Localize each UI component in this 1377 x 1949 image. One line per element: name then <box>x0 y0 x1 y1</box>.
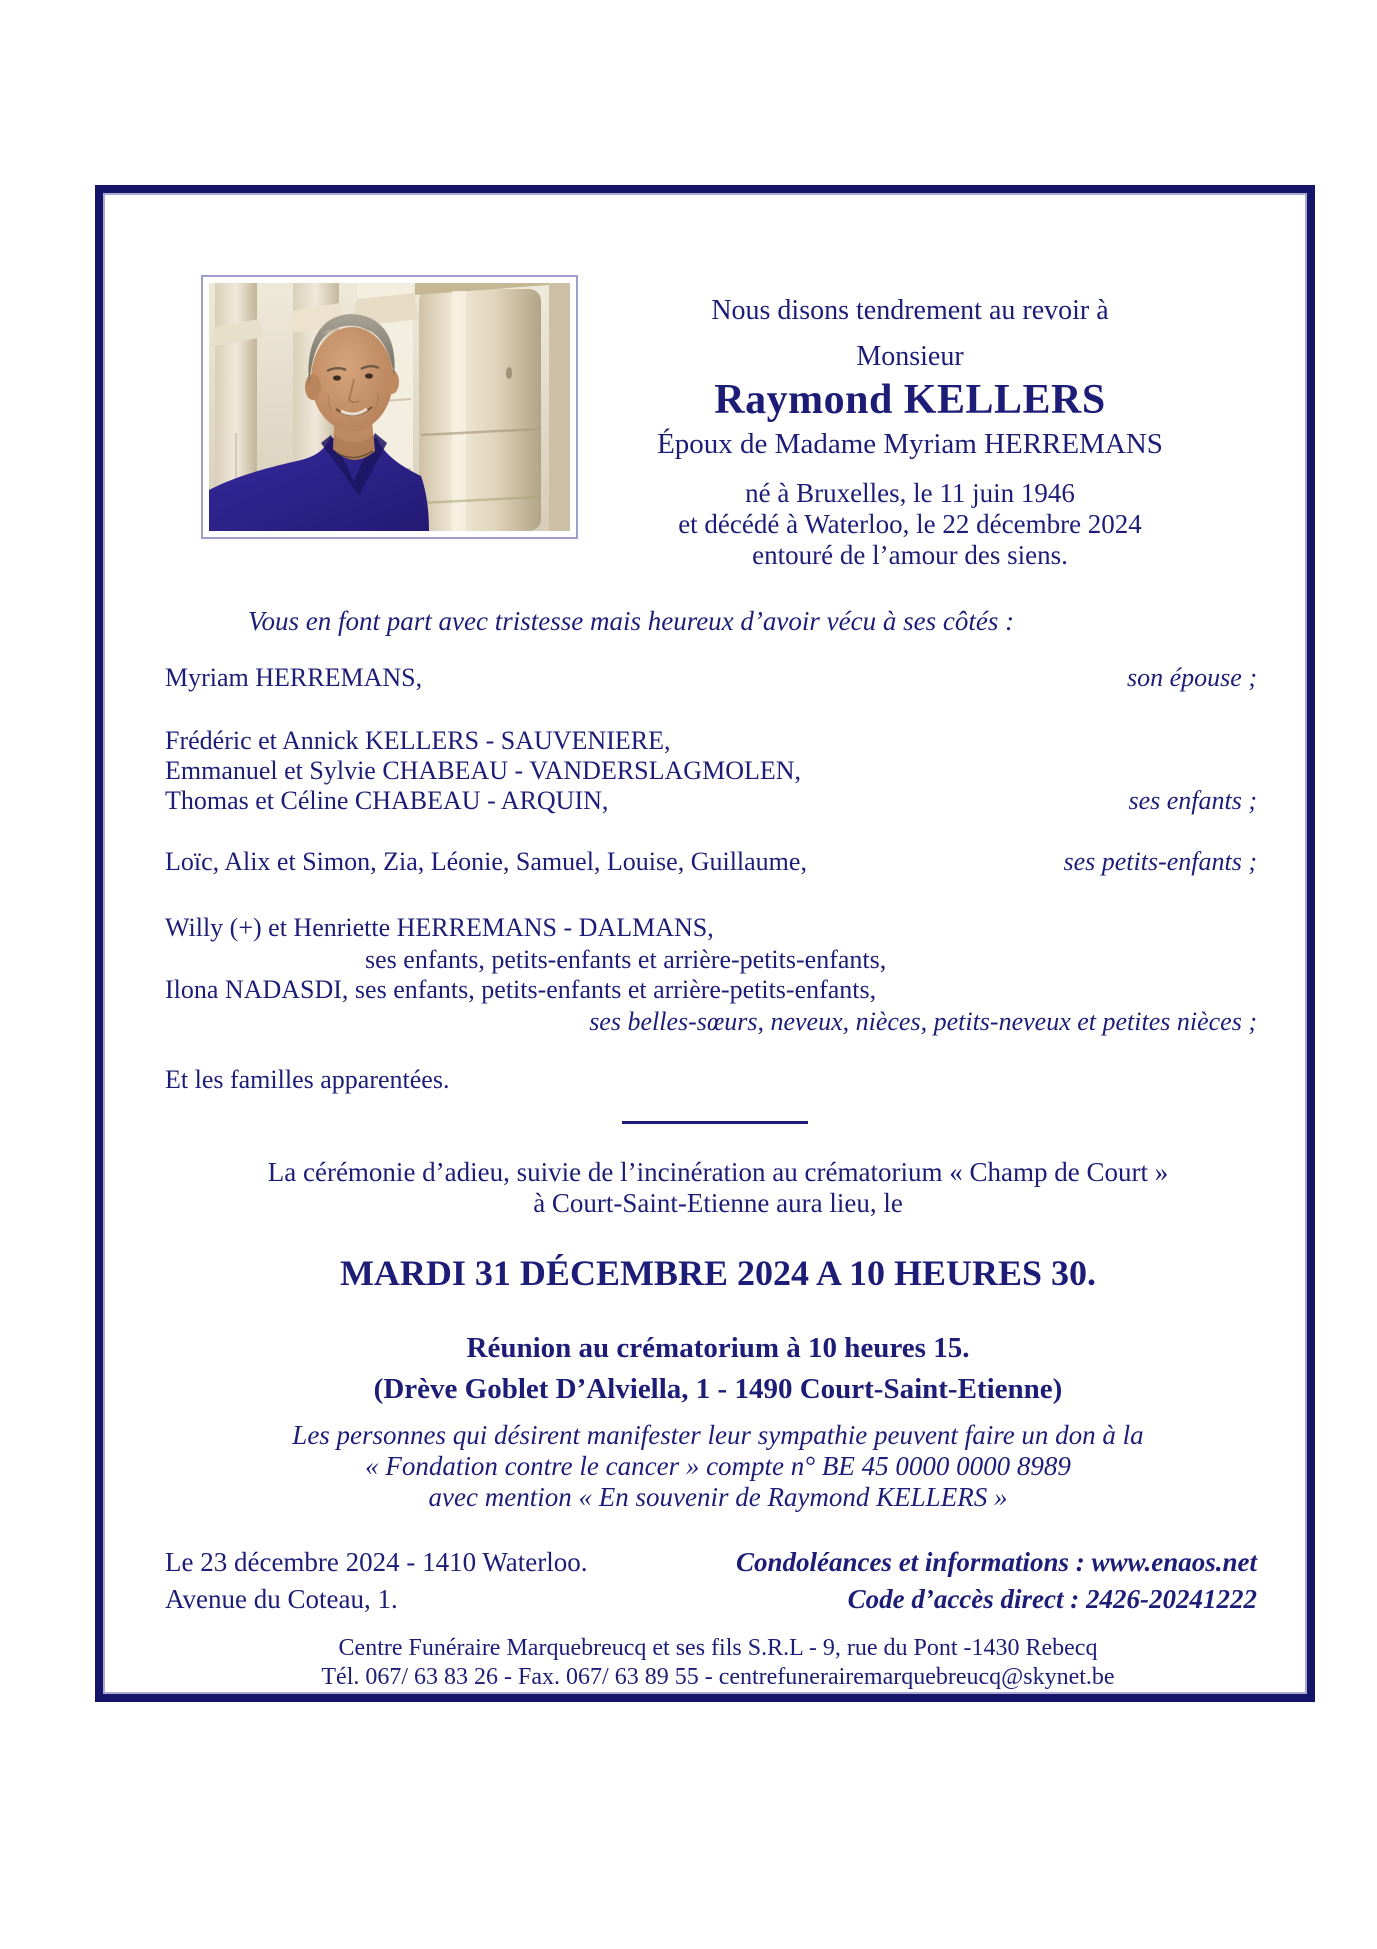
family-names: Myriam HERREMANS, <box>165 663 423 692</box>
birth-line: né à Bruxelles, le 11 juin 1946 <box>745 478 1075 508</box>
donation-line3: avec mention « En souvenir de Raymond KELLERS » <box>428 1482 1008 1512</box>
family-names: Frédéric et Annick KELLERS - SAUVENIERE, <box>165 726 671 755</box>
announcement-intro: Vous en font part avec tristesse mais heureux d’avoir vécu à ses côtés : <box>248 606 1015 636</box>
announcement-street: Avenue du Coteau, 1. <box>165 1584 398 1614</box>
family-row <box>165 945 1257 975</box>
condolences-info: Condoléances et informations : www.enaos.net <box>735 1547 1257 1577</box>
family-row <box>165 913 1257 943</box>
relation-label: ses enfants ; <box>1128 786 1257 815</box>
ceremony-line1: La cérémonie d’adieu, suivie de l’incinération au crématorium « Champ de Court » <box>267 1157 1169 1187</box>
access-code: Code d’accès direct : 2426-20241222 <box>847 1584 1257 1614</box>
section-divider <box>622 1121 808 1124</box>
spouse-line: Époux de Madame Myriam HERREMANS <box>657 428 1163 460</box>
donation-line1: Les personnes qui désirent manifester leur sympathie peuvent faire un don à la <box>292 1420 1144 1450</box>
announcement-date-place: Le 23 décembre 2024 - 1410 Waterloo. <box>165 1547 588 1577</box>
family-row <box>165 847 1257 877</box>
family-names: Emmanuel et Sylvie CHABEAU - VANDERSLAGMOLEN, <box>165 756 802 785</box>
family-row <box>165 663 1257 693</box>
salutation: Monsieur <box>856 341 964 372</box>
family-row <box>165 756 1257 786</box>
relation-label: son épouse ; <box>1127 663 1257 692</box>
family-row <box>165 1065 1257 1095</box>
family-names: Willy (+) et Henriette HERREMANS - DALMANS, <box>165 913 714 942</box>
meeting-address: (Drève Goblet D’Alviella, 1 - 1490 Court-Saint-Etienne) <box>373 1373 1063 1405</box>
family-names: Loïc, Alix et Simon, Zia, Léonie, Samuel, Louise, Guillaume, <box>165 847 807 876</box>
donation-line2: « Fondation contre le cancer » compte n° BE 45 0000 0000 8989 <box>365 1451 1071 1481</box>
family-names: ses enfants, petits-enfants et arrière-petits-enfants, <box>365 945 887 974</box>
ceremony-datetime: MARDI 31 DÉCEMBRE 2024 A 10 HEURES 30. <box>339 1253 1097 1293</box>
deceased-name: Raymond KELLERS <box>714 377 1106 423</box>
relation-label: ses petits-enfants ; <box>1063 847 1257 876</box>
ceremony-line2: à Court-Saint-Etienne aura lieu, le <box>533 1188 903 1218</box>
portrait-photo-illustration <box>209 283 570 531</box>
relation-label: ses belles-sœurs, neveux, nièces, petits-neveux et petites nièces ; <box>589 1007 1257 1036</box>
funeral-home-line1: Centre Funéraire Marquebreucq et ses fils S.R.L - 9, rue du Pont -1430 Rebecq <box>338 1635 1098 1661</box>
family-names: Ilona NADASDI, ses enfants, petits-enfants et arrière-petits-enfants, <box>165 975 877 1004</box>
family-row <box>165 786 1257 816</box>
portrait-photo <box>201 275 578 539</box>
family-row <box>165 975 1257 1005</box>
funeral-home-line2: Tél. 067/ 63 83 26 - Fax. 067/ 63 89 55 - centrefunerairemarquebreucq@skynet.be <box>321 1664 1115 1690</box>
family-names: Et les familles apparentées. <box>165 1065 450 1094</box>
family-names: Thomas et Céline CHABEAU - ARQUIN, <box>165 786 609 815</box>
family-row <box>165 726 1257 756</box>
death-line: et décédé à Waterloo, le 22 décembre 2024 <box>678 509 1142 539</box>
surrounded-line: entouré de l’amour des siens. <box>752 540 1068 570</box>
farewell-line: Nous disons tendrement au revoir à <box>711 295 1109 326</box>
family-row <box>165 1007 1257 1037</box>
meeting-line: Réunion au crématorium à 10 heures 15. <box>466 1332 970 1364</box>
